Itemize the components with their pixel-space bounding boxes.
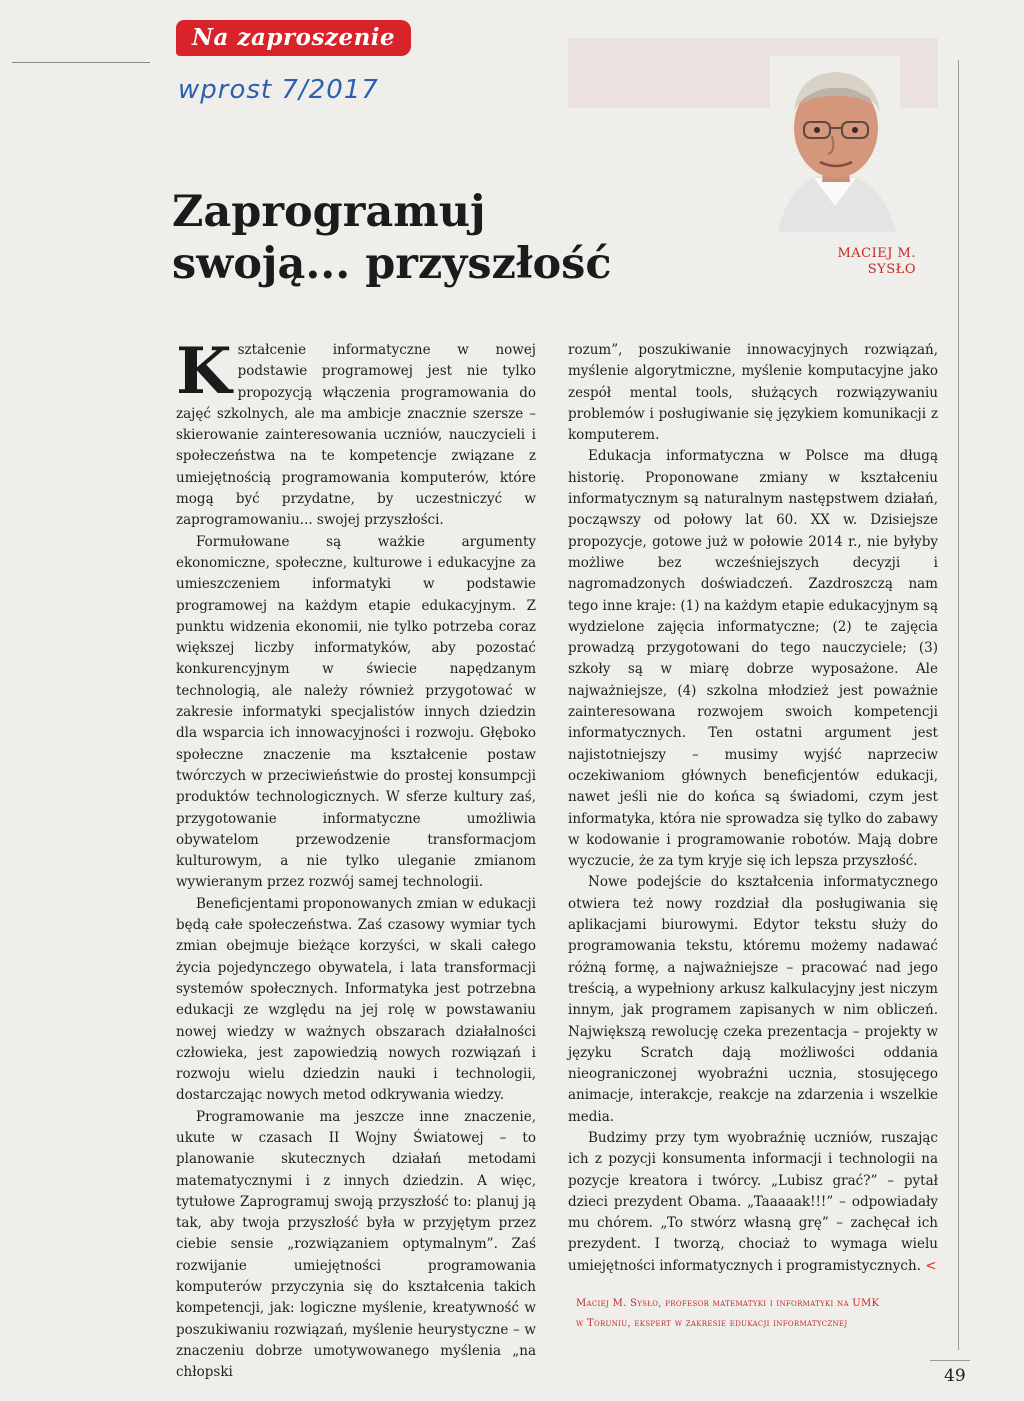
paragraph: Edukacja informatyczna w Polsce ma długą historię. Proponowane zmiany w kształceniu informatycznym są naturalnym następstwem działań, począwszy od połowy lat 60. XX w. Dzisiejsze propozycje, gotowe już w połowie 2014 r., nie byłyby możliwe bez wcześniejszych decyzji i nagromadzonych doświadczeń. Zazdroszczą nam tego inne kraje: (1) na każdym etapie edukacyjnym są wydzielone zajęcia informatyczne; (2) te zajęcia prowadzą przygotowani do tego nauczyciele; (3) szkoły są w miarę dobrze wyposażone. Ale najważniejsze, (4) szkolna młodzież jest poważnie zainteresowana rozwojem swoich kompetencji informatycznych. Ten ostatni argument jest najistotniejszy – musimy wyjść naprzeciw oczekiwaniom głównych beneficjentów edukacji, nawet jeśli nie do końca są świadomi, czym jest informatyka, która nie sprowadza się tylko do zabawy w kodowanie i programowanie robotów. Mają dobre wyczucie, że za tym kryje się ich lepsza przyszłość. <box>568 448 938 870</box>
right-column-rule <box>958 60 959 1350</box>
paragraph: Formułowane są ważkie argumenty ekonomiczne, społeczne, kulturowe i edukacyjne za umieszczeniem informatyki w podstawie programowej na każdym etapie edukacyjnym. Z punktu widzenia ekonomii, nie tylko potrzeba coraz większej liczby informatyków, aby pozostać konkurencyjnym w świecie napędzanym technologią, ale należy również przygotować w zakresie informatyki specjalistów innych dziedzin dla wsparcia ich innowacyjności i rozwoju. Głęboko społeczne znaczenie ma kształcenie postaw twórczych w przeciwieństwie do prostej konsumpcji produktów technologicznych. W sferze kultury zaś, przygotowanie informatyczne umożliwia obywatelom przewodzenie transformacjom kulturowym, a nie tylko uleganie zmianom wywieranym przez rozwój samej technologii. <box>176 533 536 891</box>
section-rubric: Na zaproszenie <box>176 20 411 56</box>
author-name-line-2: SYSŁO <box>867 262 916 277</box>
text-column-right <box>568 340 938 1277</box>
paragraph: Kształcenie informatyczne w nowej podstawie programowej jest nie tylko propozycją włączenia programowania do zajęć szkolnych, ale ma ambicje znacznie szersze – skierowanie zainteresowania uczniów, nauczycieli i społeczeństwa na te kompetencje związane z umiejętnością programowania komputerów, które mogą być przydatne, by uczestniczyć w zaprogramowaniu... swojej przyszłości. <box>176 334 536 529</box>
paragraph: Nowe podejście do kształcenia informatycznego otwiera też nowy rozdział dla posługiwania się aplikacjami biurowymi. Edytor tekstu służy do programowania tekstu, któremu możemy nadawać różną formę, a najważniejsze – pracować nad jego treścią, a wypełniony arkusz kalkulacyjny jest niczym innym, jak programem zapisanych w nim obliczeń. Największą rewolucję czeka prezentacja – projekty w języku Scratch dają możliwości oddania nieograniczonej wyobraźni ucznia, stosujęcego animacje, interakcje, reakcje na zdarzenia i wszelkie media. <box>568 874 938 1125</box>
paragraph: rozum”, poszukiwanie innowacyjnych rozwiązań, myślenie algorytmiczne, myślenie komputacyjne jako zespół mental tools, służących rozwiązywaniu problemów i posługiwanie się językiem komunikacji z komputerem. <box>568 342 938 444</box>
article-title <box>172 186 642 290</box>
drop-cap: K <box>176 334 232 409</box>
handwritten-note: wprost 7/2017 <box>178 75 379 105</box>
top-rule <box>12 62 150 63</box>
text-column-left <box>176 334 536 1384</box>
author-name-line-1: MACIEJ M. <box>837 246 916 261</box>
page-number: 49 <box>944 1366 966 1386</box>
bio-line-2: w Toruniu, ekspert w zakresie edukacji informatycznej <box>576 1318 848 1329</box>
author-portrait <box>770 56 900 232</box>
end-mark-icon: < <box>925 1257 937 1274</box>
paragraph: Programowanie ma jeszcze inne znaczenie, ukute w czasach II Wojny Światowej – to planowanie skutecznych działań metodami matematycznymi i z innych dziedzin. A więc, tytułowe Zaprogramuj swoją przyszłość to: planuj ją tak, aby twoja przyszłość była w przyjętym przez ciebie sensie „rozwiązaniem optymalnym”. Zaś rozwijanie umiejętności programowania komputerów przyczynia się do kształcenia takich kompetencji, jak: logiczne myślenie, kreatywność w poszukiwaniu rozwiązań, myślenie heurystyczne – w znaczeniu dobrze umotywowanego myślenia „na chłopski <box>176 1108 536 1381</box>
paragraph: Beneficjentami proponowanych zmian w edukacji będą całe społeczeństwa. Zaś czasowy wymiar tych zmian obejmuje bieżące korzyści, w skali całego życia pojedynczego obywatela, i lata transformacji systemów społecznych. Informatyka jest potrzebna edukacji ze względu na jej rolę w powstawaniu nowej wiedzy w ważnych obszarach działalności człowieka, jest zapowiedzią nowych rozwiązań i rozwoju wielu dziedzin nauki i technologii, dostarczając nowych metod odkrywania wiedzy. <box>176 895 536 1104</box>
title-line-2: swoją... przyszłość <box>172 239 612 289</box>
author-name <box>790 246 916 278</box>
bio-line-1: Maciej M. Sysło, profesor matematyki i informatyki na UMK <box>576 1298 880 1309</box>
page-number-rule <box>930 1360 970 1361</box>
title-line-1: Zaprogramuj <box>172 187 486 237</box>
author-bio <box>576 1294 940 1334</box>
paragraph: Budzimy przy tym wyobraźnię uczniów, ruszając ich z pozycji konsumenta informacji i technologii na pozycje kreatora i twórcy. „Lubisz grać?” – pytał dzieci prezydent Obama. „Taaaaak!!!” – odpowiadały mu chórem. „To stwórz własną grę” – zachęcał ich prezydent. I tworzą, chociaż to wymaga wielu umiejętności informatycznych i programistycznych. < <box>568 1129 938 1274</box>
